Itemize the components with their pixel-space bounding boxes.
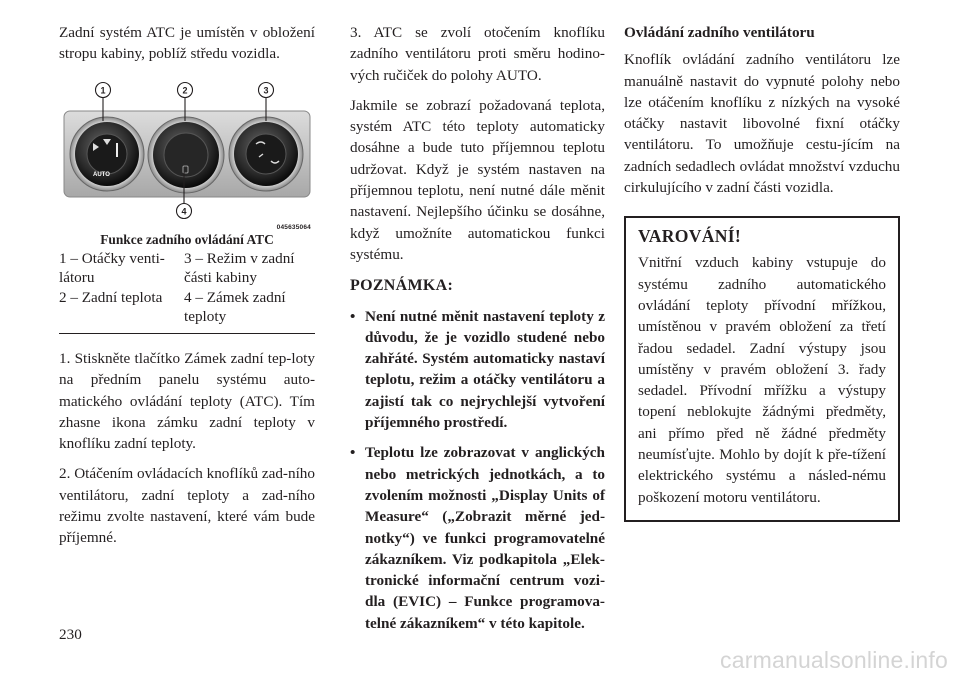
watermark: carmanualsonline.info: [720, 647, 948, 673]
figure-legend: [59, 249, 315, 334]
warning-box: [624, 216, 900, 522]
auto-label: AUTO: [93, 171, 110, 178]
figure-caption: Funkce zadního ovládání ATC: [100, 231, 274, 247]
list-item: [350, 306, 605, 434]
callout-1: 1: [100, 84, 106, 95]
legend-item: 2 – Zadní teplota: [59, 288, 163, 306]
bullet-icon: •: [350, 444, 356, 462]
callout-3: 3: [263, 84, 269, 95]
fan-control-paragraph: Knoflík ovládání zadního ventilátoru lze manuálně nastavit do vypnuté polohy nebo lze otáčením knoflíku z nízkých na vysoké otáčky nastavit libovolné fixní otáčky ventilátoru. To umožňuje cestu-jícím na zadních sedadlech ovládat množství vzduchu cirkulujícího v zadní části vozidla.: [624, 51, 900, 197]
callout-2: 2: [182, 84, 188, 95]
step-2-paragraph: 2. Otáčením ovládacích knoflíků zad-ního ventilátoru, zadní teploty a zad-ního režimu zvolte nastavení, které vám bude příjemné.: [59, 465, 315, 547]
column-left: [59, 22, 315, 549]
warning-text: Vnitřní vzduch kabiny vstupuje do systému zadního automatického ovládání teploty přívodní mřížkou, umístěnou v pravém obložení za třetí řadou sedadel. Zadní výstupy jsou umístěny v pravém obložení 3. řady sedadel. Přívodní mřížku a výstupy topení neblokujte žádnými předměty, ani přímo před ně žádné předměty neumísťujte. Mohlo by dojít k pře-tížení elektrického systému a násled-nému poškození motoru ventilátoru.: [638, 254, 886, 506]
mode-knob: [229, 117, 303, 191]
bullet-icon: •: [350, 307, 356, 325]
step-3-paragraph: 3. ATC se zvolí otočením knoflíku zadního ventilátoru proti směru hodino-vých ručiček do polohy AUTO.: [350, 24, 605, 84]
column-right: [624, 22, 900, 522]
intro-paragraph: Zadní systém ATC je umístěn v obložení stropu kabiny, poblíž středu vozidla.: [59, 24, 315, 63]
warning-title: VAROVÁNÍ!: [638, 226, 742, 247]
note-bullet-text: Teplotu lze zobrazovat v anglických nebo metrických jednotkách, a to zvolením možnosti „Display Units of Measure“ („Zobrazit měrné jed-notky“) ve funkci programovatelné zákazníkem. Viz podkapitola „Elek-tronické informační centrum vozi-dla (EVIC) – Funkce programova-telné zákazníkem“ v této kapitole.: [365, 444, 605, 632]
note-bullet-text: Není nutné měnit nastavení teploty z důvodu, že je vozidlo studené nebo zahřáté. Systém automaticky nastaví teplotu, režim a otáčky ventilátoru a zajistí tak co nejrychlejší vytvoření příjemného prostředí.: [365, 307, 605, 432]
note-heading: POZNÁMKA:: [350, 277, 454, 295]
step-1-paragraph: 1. Stiskněte tlačítko Zámek zadní tep-loty na předním panelu systému auto-matického ovládání teploty (ATC). Tím zhasne ikona zámku zadní teploty v knoflíku zadní teploty.: [59, 349, 315, 453]
legend-item: 1 – Otáčky venti-látoru: [59, 249, 165, 287]
auto-mode-paragraph: Jakmile se zobrazí požadovaná teplota, systém ATC této teploty automaticky dosáhne a bude tuto příjemnou teplotu udržovat. Když je systém nastaven na příjemnou teplotu, není nutné dále měnit nastavení. Nejlepšího účinku se dosáhne, když umožníte automatickou funkci systému.: [350, 96, 605, 263]
callout-4: 4: [181, 205, 187, 216]
column-middle: [350, 22, 605, 643]
list-item: [350, 442, 605, 634]
temperature-knob: [148, 117, 224, 193]
section-heading: Ovládání zadního ventilátoru: [624, 24, 815, 41]
rear-atc-control-figure: [59, 81, 315, 231]
note-bullet-list: [350, 306, 605, 634]
rear-atc-panel-illustration: [59, 81, 315, 231]
page-number: 230: [59, 626, 82, 643]
legend-item: 4 – Zámek zadní teploty: [184, 288, 286, 326]
fan-speed-knob: [70, 117, 144, 191]
legend-item: 3 – Režim v zadní části kabiny: [184, 249, 295, 287]
figure-code: 045635064: [276, 223, 311, 231]
